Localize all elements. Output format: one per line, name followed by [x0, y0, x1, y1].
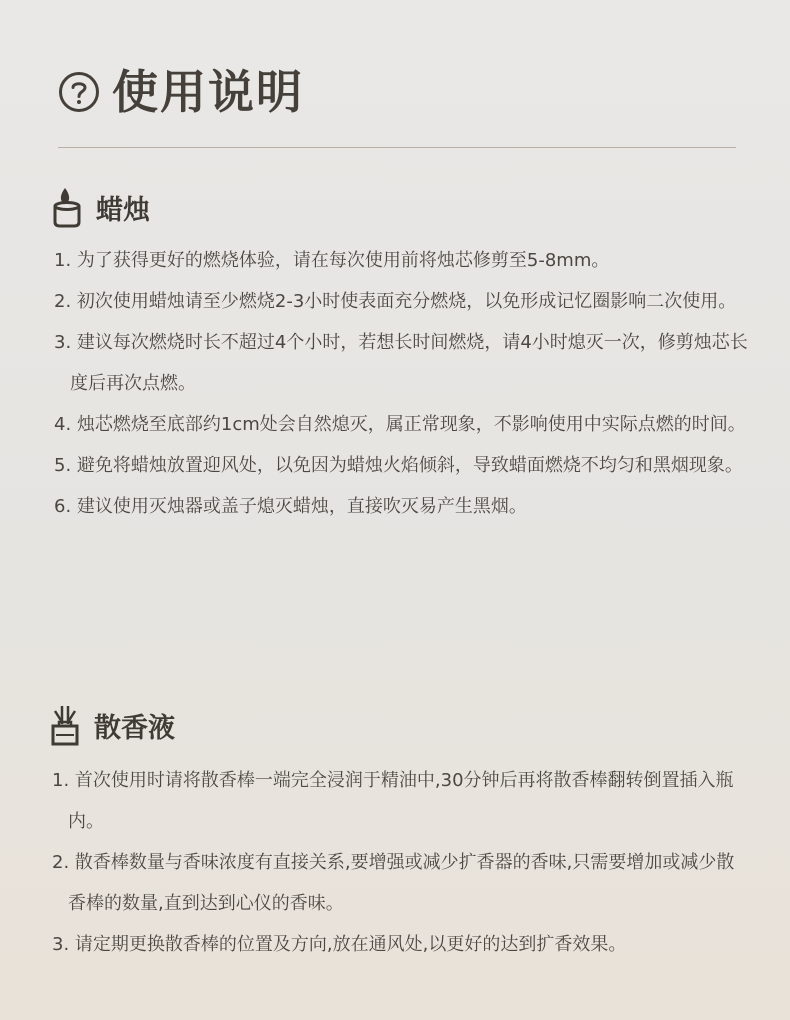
divider: [58, 147, 736, 148]
list-item: 2. 散香棒数量与香味浓度有直接关系,要增强或减少扩香器的香味,只需要增加或减少散香棒的数量,直到达到心仪的香味。: [52, 852, 735, 914]
candle-instructions-list: [54, 240, 754, 527]
list-item: 4. 烛芯燃烧至底部约1cm处会自然熄灭，属正常现象，不影响使用中实际点燃的时间。: [54, 414, 746, 435]
list-item: 5. 避免将蜡烛放置迎风处，以免因为蜡烛火焰倾斜，导致蜡面燃烧不均匀和黑烟现象。: [54, 455, 743, 476]
list-item: 6. 建议使用灭烛器或盖子熄灭蜡烛，直接吹灭易产生黑烟。: [54, 496, 527, 517]
list-item: 3. 请定期更换散香棒的位置及方向,放在通风处,以更好的达到扩香效果。: [52, 934, 627, 955]
list-item: 2. 初次使用蜡烛请至少燃烧2-3小时使表面充分燃烧，以免形成记忆圈影响二次使用。: [54, 291, 737, 312]
section-header-candle: [52, 186, 150, 228]
page-title: [58, 62, 304, 122]
section-header-diffuser: [50, 704, 175, 746]
list-item: 1. 首次使用时请将散香棒一端完全浸润于精油中,30分钟后再将散香棒翻转倒置插入瓶内。: [52, 770, 734, 832]
page-title-text: 使用说明: [112, 65, 304, 119]
candle-icon: [52, 186, 82, 228]
section-title-candle: 蜡烛: [96, 194, 150, 226]
reed-diffuser-icon: [50, 704, 80, 746]
list-item: 3. 建议每次燃烧时长不超过4个小时，若想长时间燃烧，请4小时熄灭一次，修剪烛芯长度后再次点燃。: [54, 332, 748, 394]
section-title-diffuser: 散香液: [94, 712, 175, 744]
list-item: 1. 为了获得更好的燃烧体验，请在每次使用前将烛芯修剪至5-8mm。: [54, 250, 610, 271]
diffuser-instructions-list: [52, 760, 752, 965]
question-circle-icon: [58, 71, 100, 113]
